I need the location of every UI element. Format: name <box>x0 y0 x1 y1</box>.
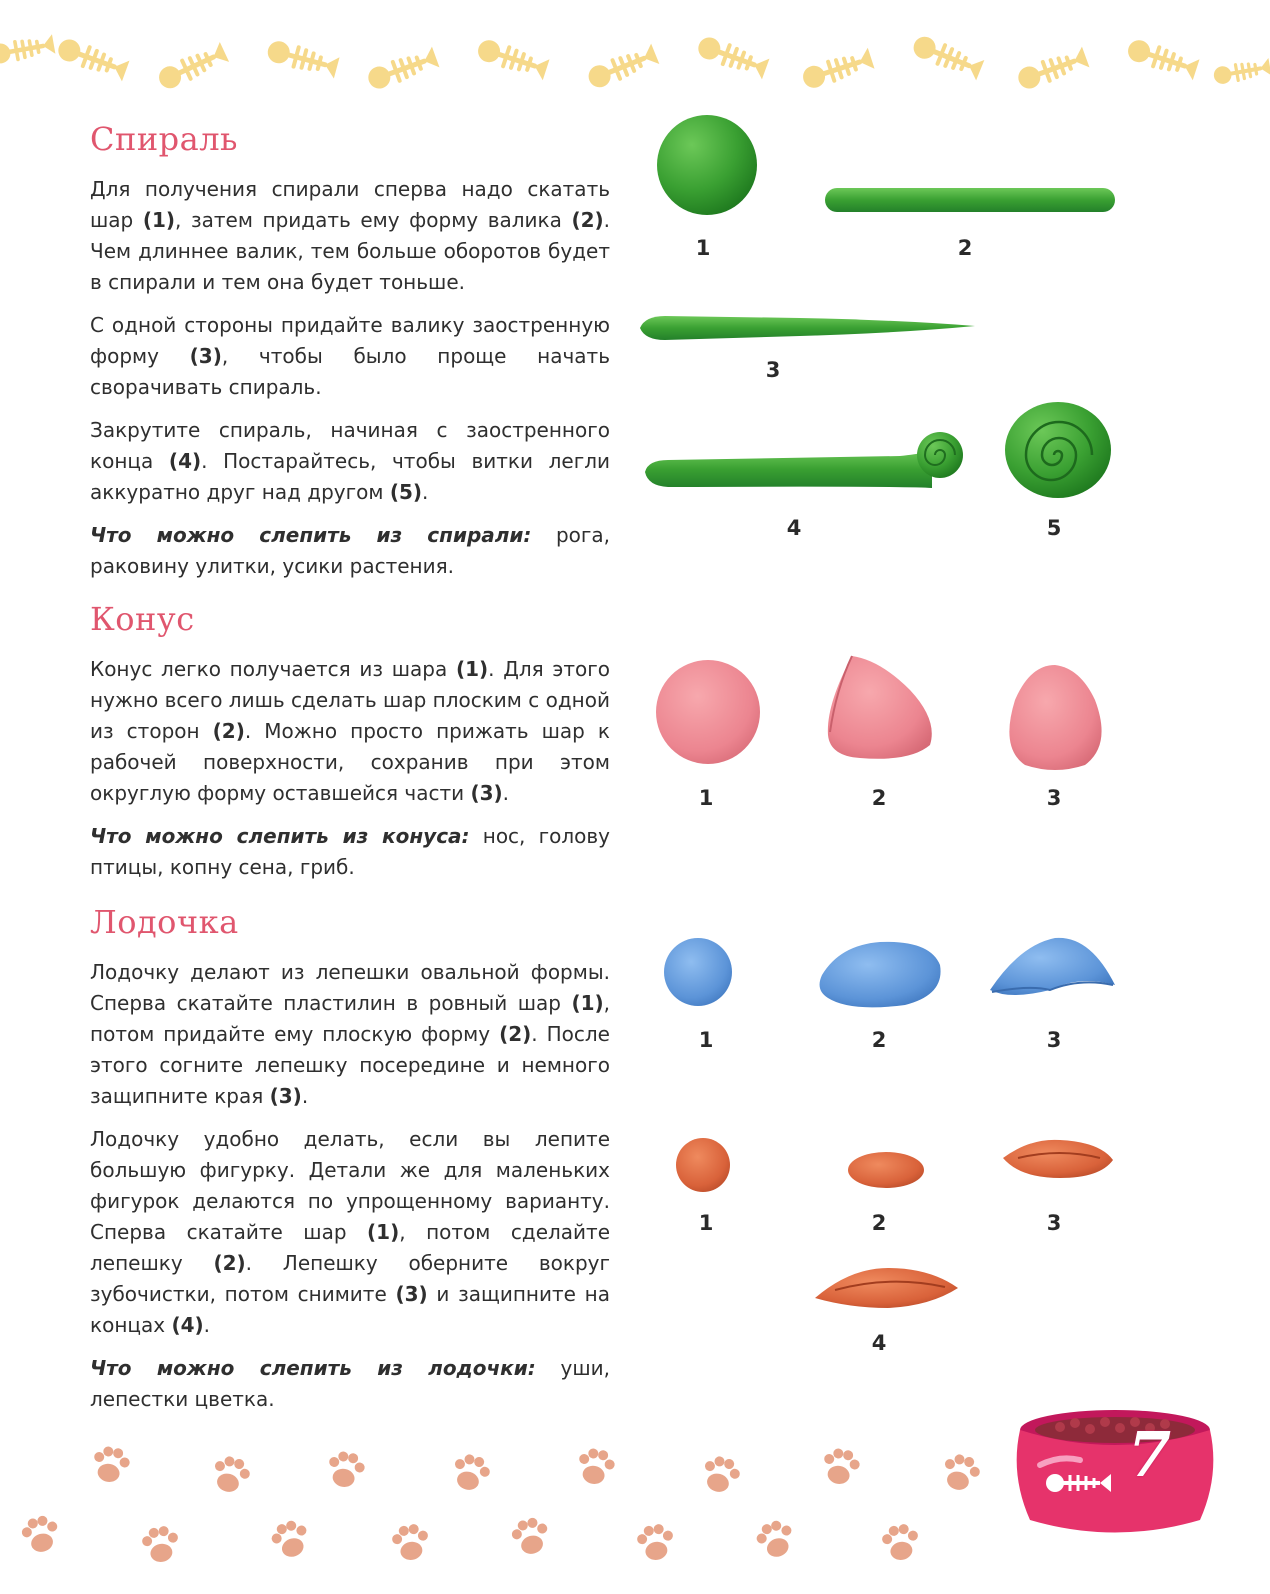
usage-answer: нос, голову птицы, копну сена, гриб. <box>90 824 610 879</box>
figure-label: 5 <box>1046 516 1062 540</box>
spiral-tapered-roll <box>640 316 975 340</box>
figure-label: 2 <box>871 786 887 810</box>
figure-label: 3 <box>1046 1211 1062 1235</box>
figure-label: 2 <box>871 1028 887 1052</box>
boat-flat <box>820 942 941 1007</box>
figure-label: 4 <box>786 516 802 540</box>
figure-label: 4 <box>871 1331 887 1355</box>
paragraph: Для получения спирали сперва надо скатать шар (1), затем придать ему форму валика (2). Чем длиннее валик, тем больше оборотов будет в спирали и тем она будет тоньше. <box>90 177 611 294</box>
spiral-finished <box>1005 402 1111 498</box>
spiral-roll <box>825 188 1115 212</box>
figure-label: 1 <box>698 1211 714 1235</box>
paragraph: С одной стороны придайте валику заостренную форму (3), чтобы было проще начать сворачивать спираль. <box>90 313 610 399</box>
paragraph: Конус легко получается из шара (1). Для этого нужно всего лишь сделать шар плоским с одной из сторон (2). Можно просто прижать шар к рабочей поверхности, сохранив при этом округлую форму оставшейся части (3). <box>90 657 611 805</box>
figure-label: 1 <box>698 786 714 810</box>
boat-folded <box>990 938 1115 995</box>
small-folded <box>1003 1140 1113 1178</box>
small-pinched <box>815 1268 958 1308</box>
usage-answer: уши, лепестки цветка. <box>90 1356 610 1411</box>
cone-pressed <box>828 656 932 759</box>
paragraph: Закрутите спираль, начиная с заостренного конца (4). Постарайтесь, чтобы витки легли аккуратно друг над другом (5). <box>90 418 611 504</box>
section-title: Конус <box>90 600 195 638</box>
figure-label: 1 <box>698 1028 714 1052</box>
cone-ball <box>656 660 760 764</box>
paragraph: Лодочку удобно делать, если вы лепите большую фигурку. Детали же для маленьких фигурок делаются по упрощенному варианту. Сперва скатайте шар (1), потом сделайте лепешку (2). Лепешку оберните вокруг зубочистки, потом снимите (3) и защипните на концах (4). <box>90 1127 610 1337</box>
section-title: Лодочка <box>90 903 239 941</box>
usage-question: Что можно слепить из спирали: <box>90 523 532 547</box>
usage-question: Что можно слепить из конуса: <box>90 824 470 848</box>
figure-label: 2 <box>871 1211 887 1235</box>
small-ball <box>676 1138 730 1192</box>
small-flat <box>848 1152 924 1188</box>
figure-label: 3 <box>1046 1028 1062 1052</box>
paragraph: Лодочку делают из лепешки овальной формы. Сперва скатайте пластилин в ровный шар (1), потом придайте ему плоскую форму (2). После этого согните лепешку посередине и немного защипните края (3). <box>90 960 610 1108</box>
spiral-ball <box>657 115 757 215</box>
figure-label: 3 <box>1046 786 1062 810</box>
usage-answer: рога, раковину улитки, усики растения. <box>90 523 610 578</box>
cone-finished <box>1009 665 1101 770</box>
figure-label: 1 <box>695 236 711 260</box>
figure-label: 2 <box>957 236 973 260</box>
spiral-rolling <box>645 432 963 488</box>
section-title: Спираль <box>90 120 238 158</box>
page-number: 7 <box>1128 1418 1172 1491</box>
boat-ball <box>664 938 732 1006</box>
cat-bowl-icon <box>1000 1405 1230 1545</box>
paw-border-bottom <box>0 1445 1000 1575</box>
figure-label: 3 <box>765 358 781 382</box>
usage-question: Что можно слепить из лодочки: <box>90 1356 536 1380</box>
